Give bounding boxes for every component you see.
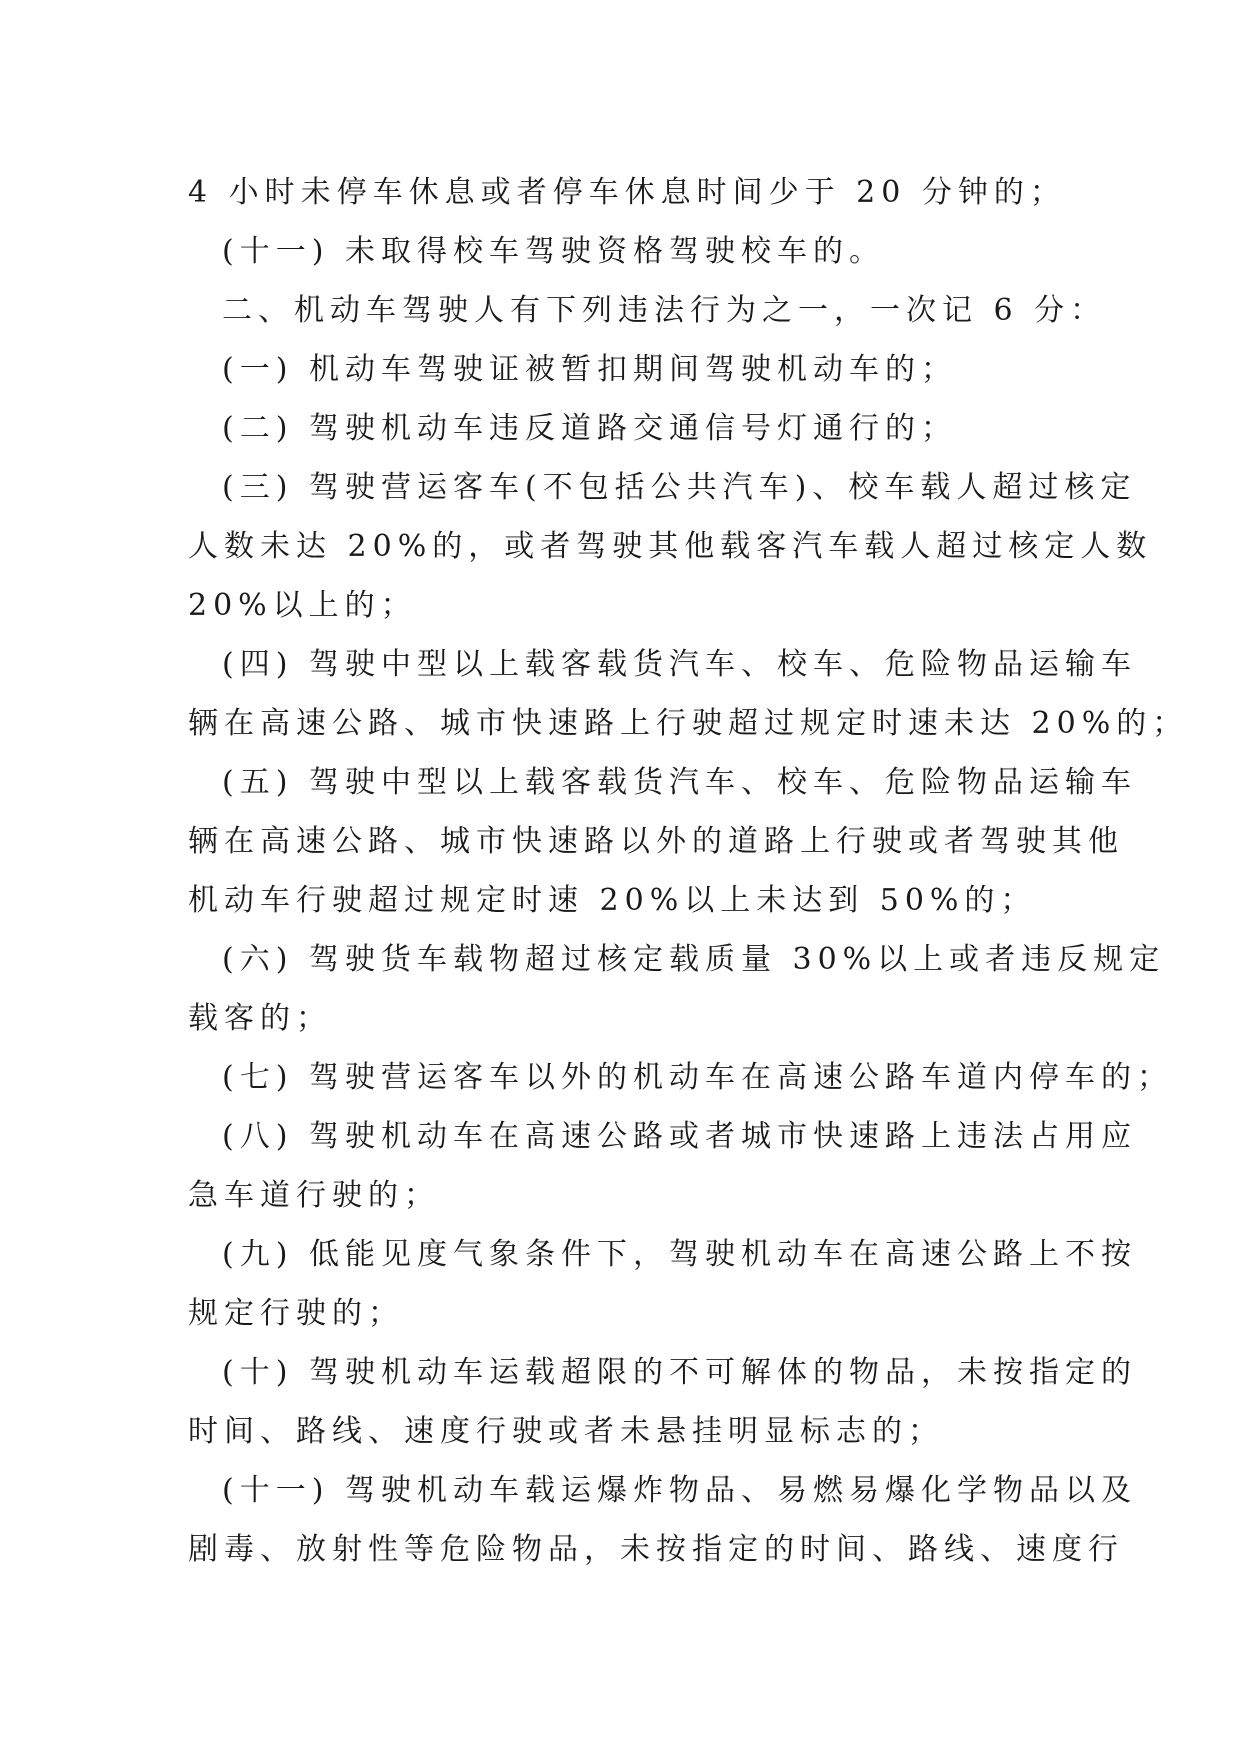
- text-line: (七) 驾驶营运客车以外的机动车在高速公路车道内停车的；: [222, 1060, 1173, 1095]
- text-line: (八) 驾驶机动车在高速公路或者城市快速路上违法占用应: [222, 1119, 1137, 1154]
- text-line: 二、机动车驾驶人有下列违法行为之一，一次记 6 分：: [222, 293, 1107, 328]
- text-line: 20%以上的；: [188, 588, 417, 623]
- text-line: (二) 驾驶机动车违反道路交通信号灯通行的；: [222, 411, 957, 446]
- text-line: 急车道行驶的；: [188, 1178, 440, 1213]
- text-line: (十) 驾驶机动车运载超限的不可解体的物品，未按指定的: [222, 1355, 1137, 1390]
- text-line: 时间、路线、速度行驶或者未悬挂明显标志的；: [188, 1414, 944, 1449]
- body-text: [188, 163, 1189, 1579]
- text-line: 4 小时未停车休息或者停车休息时间少于 20 分钟的；: [188, 175, 1066, 210]
- text-line: 剧毒、放射性等危险物品，未按指定的时间、路线、速度行: [188, 1532, 1124, 1567]
- text-line: 辆在高速公路、城市快速路以外的道路上行驶或者驾驶其他: [188, 824, 1124, 859]
- text-line: 辆在高速公路、城市快速路上行驶超过规定时速未达 20%的；: [188, 706, 1189, 741]
- text-line: (三) 驾驶营运客车(不包括公共汽车)、校车载人超过核定: [222, 470, 1137, 505]
- text-line: 规定行驶的；: [188, 1296, 404, 1331]
- text-line: (十一) 驾驶机动车载运爆炸物品、易燃易爆化学物品以及: [222, 1473, 1137, 1508]
- text-line: 机动车行驶超过规定时速 20%以上未达到 50%的；: [188, 883, 1037, 918]
- text-line: (九) 低能见度气象条件下，驾驶机动车在高速公路上不按: [222, 1237, 1137, 1272]
- text-line: (四) 驾驶中型以上载客载货汽车、校车、危险物品运输车: [222, 647, 1137, 682]
- text-line: (五) 驾驶中型以上载客载货汽车、校车、危险物品运输车: [222, 765, 1137, 800]
- text-line: (十一) 未取得校车驾驶资格驾驶校车的。: [222, 234, 885, 269]
- text-line: (一) 机动车驾驶证被暂扣期间驾驶机动车的；: [222, 352, 957, 387]
- text-line: 载客的；: [188, 1001, 332, 1036]
- text-line: 人数未达 20%的，或者驾驶其他载客汽车载人超过核定人数: [188, 529, 1153, 564]
- text-line: (六) 驾驶货车载物超过核定载质量 30%以上或者违反规定: [222, 942, 1166, 977]
